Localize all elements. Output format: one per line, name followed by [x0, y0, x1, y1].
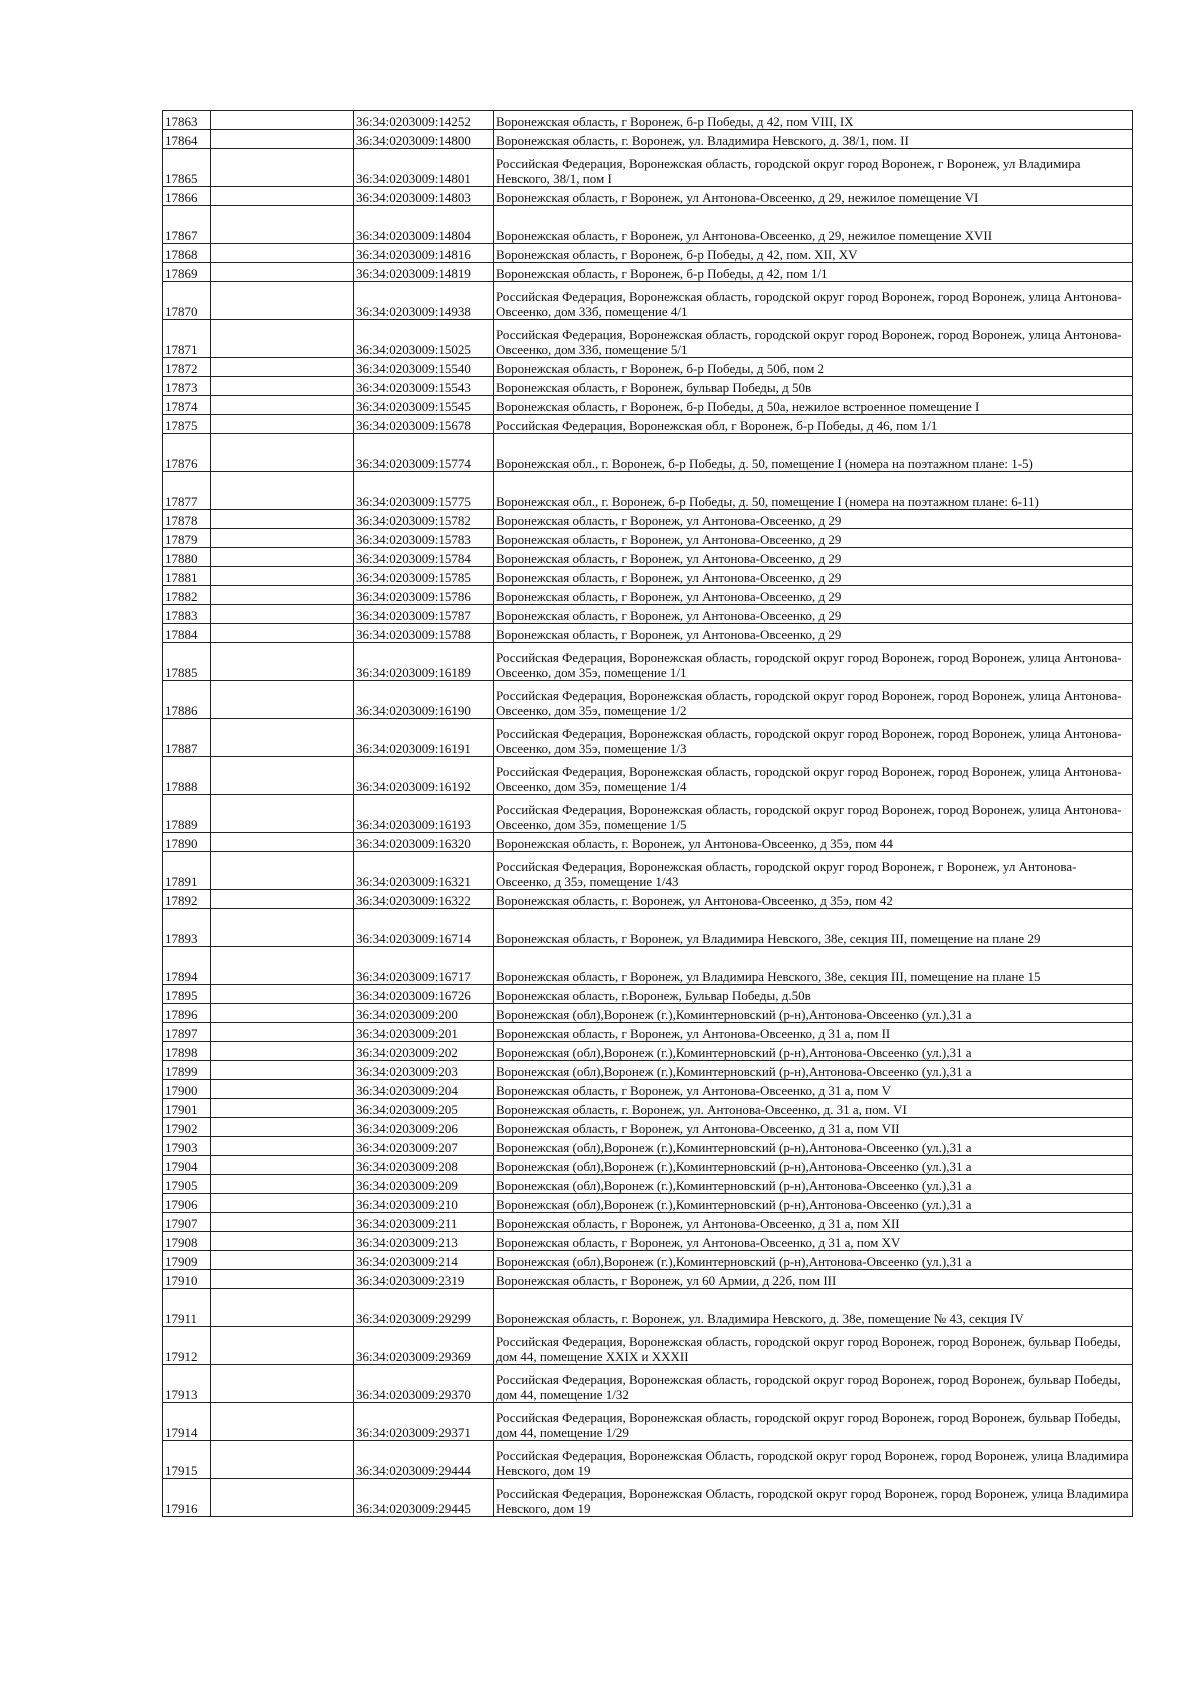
table-row — [163, 833, 1133, 852]
address: Воронежская область, г Воронеж, ул Владимира Невского, 38е, секция III, помещение на плане 29 — [494, 909, 1133, 947]
cadastral-number: 36:34:0203009:2319 — [354, 1270, 494, 1289]
address: Воронежская область, г Воронеж, б-р Победы, д 42, пом. XII, XV — [494, 244, 1133, 263]
cadastral-number: 36:34:0203009:14252 — [354, 111, 494, 130]
row-number: 17886 — [163, 681, 211, 719]
address: Воронежская область, г Воронеж, ул Антонова-Овсеенко, д 31 а, пом II — [494, 1023, 1133, 1042]
row-number: 17895 — [163, 985, 211, 1004]
address: Воронежская (обл),Воронеж (г.),Коминтерновский (р-н),Антонова-Овсеенко (ул.),31 а — [494, 1194, 1133, 1213]
cadastral-number: 36:34:0203009:16320 — [354, 833, 494, 852]
cadastral-table-body — [163, 111, 1133, 1517]
cadastral-number: 36:34:0203009:16322 — [354, 890, 494, 909]
row-number: 17914 — [163, 1403, 211, 1441]
table-row — [163, 1080, 1133, 1099]
address: Воронежская (обл),Воронеж (г.),Коминтерновский (р-н),Антонова-Овсеенко (ул.),31 а — [494, 1004, 1133, 1023]
cadastral-number: 36:34:0203009:16321 — [354, 852, 494, 890]
cadastral-number: 36:34:0203009:29371 — [354, 1403, 494, 1441]
empty-cell — [211, 377, 354, 396]
empty-cell — [211, 1441, 354, 1479]
cadastral-number: 36:34:0203009:15784 — [354, 548, 494, 567]
row-number: 17871 — [163, 320, 211, 358]
cadastral-number: 36:34:0203009:211 — [354, 1213, 494, 1232]
row-number: 17873 — [163, 377, 211, 396]
table-row — [163, 187, 1133, 206]
address: Российская Федерация, Воронежская область, городской округ город Воронеж, город Воронеж, улица Антонова-Овсеенко, дом 35э, помещение 1/1 — [494, 643, 1133, 681]
empty-cell — [211, 1327, 354, 1365]
table-row — [163, 1365, 1133, 1403]
cadastral-number: 36:34:0203009:214 — [354, 1251, 494, 1270]
address: Российская Федерация, Воронежская область, городской округ город Воронеж, г Воронеж, ул Владимира Невского, 38/1, пом I — [494, 149, 1133, 187]
empty-cell — [211, 1004, 354, 1023]
table-row — [163, 605, 1133, 624]
address: Воронежская область, г Воронеж, ул Антонова-Овсеенко, д 29, нежилое помещение VI — [494, 187, 1133, 206]
address: Воронежская область, г Воронеж, ул Антонова-Овсеенко, д 29 — [494, 529, 1133, 548]
row-number: 17894 — [163, 947, 211, 985]
cadastral-number: 36:34:0203009:205 — [354, 1099, 494, 1118]
row-number: 17866 — [163, 187, 211, 206]
table-row — [163, 1270, 1133, 1289]
table-row — [163, 1156, 1133, 1175]
table-row — [163, 1042, 1133, 1061]
table-row — [163, 320, 1133, 358]
cadastral-number: 36:34:0203009:15783 — [354, 529, 494, 548]
row-number: 17915 — [163, 1441, 211, 1479]
row-number: 17898 — [163, 1042, 211, 1061]
row-number: 17887 — [163, 719, 211, 757]
row-number: 17907 — [163, 1213, 211, 1232]
empty-cell — [211, 472, 354, 510]
row-number: 17912 — [163, 1327, 211, 1365]
cadastral-number: 36:34:0203009:14801 — [354, 149, 494, 187]
table-row — [163, 795, 1133, 833]
empty-cell — [211, 548, 354, 567]
row-number: 17870 — [163, 282, 211, 320]
cadastral-number: 36:34:0203009:14819 — [354, 263, 494, 282]
table-row — [163, 149, 1133, 187]
row-number: 17869 — [163, 263, 211, 282]
empty-cell — [211, 1042, 354, 1061]
cadastral-number: 36:34:0203009:16717 — [354, 947, 494, 985]
empty-cell — [211, 320, 354, 358]
cadastral-number: 36:34:0203009:29299 — [354, 1289, 494, 1327]
address: Воронежская область, г.Воронеж, Бульвар Победы, д.50в — [494, 985, 1133, 1004]
row-number: 17901 — [163, 1099, 211, 1118]
cadastral-number: 36:34:0203009:29370 — [354, 1365, 494, 1403]
empty-cell — [211, 130, 354, 149]
row-number: 17916 — [163, 1479, 211, 1517]
table-row — [163, 567, 1133, 586]
empty-cell — [211, 643, 354, 681]
empty-cell — [211, 909, 354, 947]
empty-cell — [211, 1156, 354, 1175]
address: Воронежская (обл),Воронеж (г.),Коминтерновский (р-н),Антонова-Овсеенко (ул.),31 а — [494, 1061, 1133, 1080]
table-row — [163, 434, 1133, 472]
table-row — [163, 909, 1133, 947]
cadastral-number: 36:34:0203009:201 — [354, 1023, 494, 1042]
cadastral-number: 36:34:0203009:15543 — [354, 377, 494, 396]
empty-cell — [211, 947, 354, 985]
row-number: 17905 — [163, 1175, 211, 1194]
cadastral-number: 36:34:0203009:16193 — [354, 795, 494, 833]
cadastral-number: 36:34:0203009:15785 — [354, 567, 494, 586]
table-row — [163, 396, 1133, 415]
row-number: 17880 — [163, 548, 211, 567]
cadastral-number: 36:34:0203009:29369 — [354, 1327, 494, 1365]
empty-cell — [211, 244, 354, 263]
address: Воронежская область, г. Воронеж, ул. Владимира Невского, д. 38/1, пом. II — [494, 130, 1133, 149]
table-row — [163, 263, 1133, 282]
address: Воронежская область, г Воронеж, ул Антонова-Овсеенко, д 29 — [494, 510, 1133, 529]
cadastral-number: 36:34:0203009:200 — [354, 1004, 494, 1023]
row-number: 17864 — [163, 130, 211, 149]
table-row — [163, 244, 1133, 263]
empty-cell — [211, 719, 354, 757]
cadastral-number: 36:34:0203009:213 — [354, 1232, 494, 1251]
table-row — [163, 681, 1133, 719]
empty-cell — [211, 1023, 354, 1042]
address: Воронежская область, г Воронеж, ул Антонова-Овсеенко, д 31 а, пом VII — [494, 1118, 1133, 1137]
cadastral-number: 36:34:0203009:203 — [354, 1061, 494, 1080]
address: Воронежская (обл),Воронеж (г.),Коминтерновский (р-н),Антонова-Овсеенко (ул.),31 а — [494, 1175, 1133, 1194]
address: Российская Федерация, Воронежская Область, городской округ город Воронеж, город Воронеж, улица Владимира Невского, дом 19 — [494, 1441, 1133, 1479]
row-number: 17878 — [163, 510, 211, 529]
table-row — [163, 548, 1133, 567]
empty-cell — [211, 1213, 354, 1232]
cadastral-number: 36:34:0203009:15678 — [354, 415, 494, 434]
cadastral-number: 36:34:0203009:29445 — [354, 1479, 494, 1517]
table-row — [163, 510, 1133, 529]
row-number: 17876 — [163, 434, 211, 472]
row-number: 17904 — [163, 1156, 211, 1175]
row-number: 17892 — [163, 890, 211, 909]
row-number: 17877 — [163, 472, 211, 510]
row-number: 17909 — [163, 1251, 211, 1270]
address: Воронежская область, г Воронеж, ул Антонова-Овсеенко, д 29 — [494, 586, 1133, 605]
address: Воронежская область, г Воронеж, ул Антонова-Овсеенко, д 31 а, пом XII — [494, 1213, 1133, 1232]
cadastral-number: 36:34:0203009:16191 — [354, 719, 494, 757]
cadastral-number: 36:34:0203009:207 — [354, 1137, 494, 1156]
row-number: 17874 — [163, 396, 211, 415]
empty-cell — [211, 586, 354, 605]
table-row — [163, 624, 1133, 643]
cadastral-number: 36:34:0203009:16190 — [354, 681, 494, 719]
address: Воронежская обл., г. Воронеж, б-р Победы, д. 50, помещение I (номера на поэтажном плане: 6-11) — [494, 472, 1133, 510]
row-number: 17896 — [163, 1004, 211, 1023]
table-row — [163, 1213, 1133, 1232]
row-number: 17899 — [163, 1061, 211, 1080]
empty-cell — [211, 282, 354, 320]
cadastral-number: 36:34:0203009:15787 — [354, 605, 494, 624]
empty-cell — [211, 1061, 354, 1080]
table-row — [163, 852, 1133, 890]
empty-cell — [211, 1175, 354, 1194]
empty-cell — [211, 396, 354, 415]
cadastral-number: 36:34:0203009:15788 — [354, 624, 494, 643]
address: Российская Федерация, Воронежская область, городской округ город Воронеж, город Воронеж, улица Антонова-Овсеенко, дом 35э, помещение 1/4 — [494, 757, 1133, 795]
table-row — [163, 1289, 1133, 1327]
row-number: 17911 — [163, 1289, 211, 1327]
empty-cell — [211, 263, 354, 282]
empty-cell — [211, 111, 354, 130]
row-number: 17882 — [163, 586, 211, 605]
empty-cell — [211, 1289, 354, 1327]
cadastral-number: 36:34:0203009:204 — [354, 1080, 494, 1099]
row-number: 17890 — [163, 833, 211, 852]
address: Воронежская область, г Воронеж, ул Антонова-Овсеенко, д 29 — [494, 548, 1133, 567]
row-number: 17903 — [163, 1137, 211, 1156]
address: Воронежская область, г Воронеж, б-р Победы, д 42, пом 1/1 — [494, 263, 1133, 282]
table-row — [163, 985, 1133, 1004]
empty-cell — [211, 510, 354, 529]
cadastral-number: 36:34:0203009:15025 — [354, 320, 494, 358]
table-row — [163, 890, 1133, 909]
address: Российская Федерация, Воронежская область, городской округ город Воронеж, г Воронеж, ул Антонова-Овсеенко, д 35э, помещение 1/43 — [494, 852, 1133, 890]
empty-cell — [211, 187, 354, 206]
table-row — [163, 130, 1133, 149]
empty-cell — [211, 757, 354, 795]
address: Российская Федерация, Воронежская область, городской округ город Воронеж, город Воронеж, улица Антонова-Овсеенко, дом 35э, помещение 1/3 — [494, 719, 1133, 757]
address: Воронежская обл., г. Воронеж, б-р Победы, д. 50, помещение I (номера на поэтажном плане: 1-5) — [494, 434, 1133, 472]
empty-cell — [211, 1232, 354, 1251]
cadastral-number: 36:34:0203009:202 — [354, 1042, 494, 1061]
table-row — [163, 1441, 1133, 1479]
address: Российская Федерация, Воронежская область, городской округ город Воронеж, город Воронеж, улица Антонова-Овсеенко, дом 33б, помещение 5/1 — [494, 320, 1133, 358]
cadastral-number: 36:34:0203009:15775 — [354, 472, 494, 510]
address: Российская Федерация, Воронежская Область, городской округ город Воронеж, город Воронеж, улица Владимира Невского, дом 19 — [494, 1479, 1133, 1517]
row-number: 17881 — [163, 567, 211, 586]
empty-cell — [211, 1270, 354, 1289]
address: Воронежская область, г Воронеж, б-р Победы, д 50б, пом 2 — [494, 358, 1133, 377]
empty-cell — [211, 1194, 354, 1213]
cadastral-number: 36:34:0203009:206 — [354, 1118, 494, 1137]
cadastral-number: 36:34:0203009:210 — [354, 1194, 494, 1213]
table-row — [163, 206, 1133, 244]
empty-cell — [211, 681, 354, 719]
cadastral-number: 36:34:0203009:15786 — [354, 586, 494, 605]
table-row — [163, 1327, 1133, 1365]
row-number: 17910 — [163, 1270, 211, 1289]
cadastral-number: 36:34:0203009:14803 — [354, 187, 494, 206]
address: Воронежская область, г Воронеж, ул Антонова-Овсеенко, д 29, нежилое помещение XVII — [494, 206, 1133, 244]
table-row — [163, 947, 1133, 985]
cadastral-number: 36:34:0203009:15774 — [354, 434, 494, 472]
row-number: 17883 — [163, 605, 211, 624]
address: Воронежская область, г Воронеж, ул 60 Армии, д 22б, пом III — [494, 1270, 1133, 1289]
empty-cell — [211, 1403, 354, 1441]
address: Российская Федерация, Воронежская область, городской округ город Воронеж, город Воронеж, улица Антонова-Овсеенко, дом 35э, помещение 1/2 — [494, 681, 1133, 719]
address: Воронежская (обл),Воронеж (г.),Коминтерновский (р-н),Антонова-Овсеенко (ул.),31 а — [494, 1137, 1133, 1156]
address: Российская Федерация, Воронежская обл, г Воронеж, б-р Победы, д 46, пом 1/1 — [494, 415, 1133, 434]
table-row — [163, 1137, 1133, 1156]
table-row — [163, 643, 1133, 681]
row-number: 17908 — [163, 1232, 211, 1251]
cadastral-number: 36:34:0203009:208 — [354, 1156, 494, 1175]
address: Воронежская область, г. Воронеж, ул Антонова-Овсеенко, д 35э, пом 44 — [494, 833, 1133, 852]
table-row — [163, 415, 1133, 434]
table-row — [163, 1403, 1133, 1441]
row-number: 17885 — [163, 643, 211, 681]
cadastral-number: 36:34:0203009:14800 — [354, 130, 494, 149]
row-number: 17897 — [163, 1023, 211, 1042]
table-row — [163, 1004, 1133, 1023]
row-number: 17888 — [163, 757, 211, 795]
cadastral-number: 36:34:0203009:16714 — [354, 909, 494, 947]
empty-cell — [211, 985, 354, 1004]
table-row — [163, 1194, 1133, 1213]
table-row — [163, 1251, 1133, 1270]
empty-cell — [211, 833, 354, 852]
row-number: 17875 — [163, 415, 211, 434]
address: Воронежская область, г Воронеж, ул Антонова-Овсеенко, д 31 а, пом XV — [494, 1232, 1133, 1251]
address: Воронежская область, г. Воронеж, ул Антонова-Овсеенко, д 35э, пом 42 — [494, 890, 1133, 909]
address: Воронежская область, г Воронеж, бульвар Победы, д 50в — [494, 377, 1133, 396]
table-row — [163, 1023, 1133, 1042]
cadastral-number: 36:34:0203009:16726 — [354, 985, 494, 1004]
empty-cell — [211, 1251, 354, 1270]
row-number: 17913 — [163, 1365, 211, 1403]
cadastral-number: 36:34:0203009:15540 — [354, 358, 494, 377]
cadastral-number: 36:34:0203009:16192 — [354, 757, 494, 795]
address: Российская Федерация, Воронежская область, городской округ город Воронеж, город Воронеж, бульвар Победы, дом 44, помещение 1/32 — [494, 1365, 1133, 1403]
empty-cell — [211, 795, 354, 833]
address: Российская Федерация, Воронежская область, городской округ город Воронеж, город Воронеж, улица Антонова-Овсеенко, дом 35э, помещение 1/5 — [494, 795, 1133, 833]
cadastral-number: 36:34:0203009:14938 — [354, 282, 494, 320]
address: Российская Федерация, Воронежская область, городской округ город Воронеж, город Воронеж, бульвар Победы, дом 44, помещение XXIX и XXXII — [494, 1327, 1133, 1365]
table-row — [163, 1479, 1133, 1517]
address: Воронежская область, г Воронеж, ул Антонова-Овсеенко, д 29 — [494, 567, 1133, 586]
empty-cell — [211, 358, 354, 377]
row-number: 17906 — [163, 1194, 211, 1213]
cadastral-number: 36:34:0203009:15782 — [354, 510, 494, 529]
empty-cell — [211, 434, 354, 472]
table-row — [163, 1118, 1133, 1137]
table-row — [163, 358, 1133, 377]
row-number: 17893 — [163, 909, 211, 947]
address: Воронежская (обл),Воронеж (г.),Коминтерновский (р-н),Антонова-Овсеенко (ул.),31 а — [494, 1156, 1133, 1175]
table-row — [163, 282, 1133, 320]
cadastral-number: 36:34:0203009:29444 — [354, 1441, 494, 1479]
address: Российская Федерация, Воронежская область, городской округ город Воронеж, город Воронеж, улица Антонова-Овсеенко, дом 33б, помещение 4/1 — [494, 282, 1133, 320]
address: Воронежская область, г. Воронеж, ул. Владимира Невского, д. 38е, помещение № 43, секция IV — [494, 1289, 1133, 1327]
address: Воронежская область, г Воронеж, б-р Победы, д 50а, нежилое встроенное помещение I — [494, 396, 1133, 415]
empty-cell — [211, 415, 354, 434]
table-row — [163, 377, 1133, 396]
cadastral-number: 36:34:0203009:14816 — [354, 244, 494, 263]
empty-cell — [211, 1080, 354, 1099]
empty-cell — [211, 206, 354, 244]
address: Воронежская область, г Воронеж, б-р Победы, д 42, пом VIII, IX — [494, 111, 1133, 130]
table-row — [163, 472, 1133, 510]
empty-cell — [211, 529, 354, 548]
empty-cell — [211, 624, 354, 643]
table-row — [163, 1061, 1133, 1080]
address: Воронежская область, г. Воронеж, ул. Антонова-Овсеенко, д. 31 а, пом. VI — [494, 1099, 1133, 1118]
row-number: 17891 — [163, 852, 211, 890]
table-row — [163, 1099, 1133, 1118]
empty-cell — [211, 1118, 354, 1137]
row-number: 17863 — [163, 111, 211, 130]
empty-cell — [211, 1365, 354, 1403]
address: Воронежская (обл),Воронеж (г.),Коминтерновский (р-н),Антонова-Овсеенко (ул.),31 а — [494, 1251, 1133, 1270]
cadastral-number: 36:34:0203009:14804 — [354, 206, 494, 244]
row-number: 17867 — [163, 206, 211, 244]
address: Воронежская область, г Воронеж, ул Владимира Невского, 38е, секция III, помещение на плане 15 — [494, 947, 1133, 985]
empty-cell — [211, 890, 354, 909]
row-number: 17879 — [163, 529, 211, 548]
empty-cell — [211, 1479, 354, 1517]
empty-cell — [211, 852, 354, 890]
table-row — [163, 719, 1133, 757]
row-number: 17868 — [163, 244, 211, 263]
table-row — [163, 529, 1133, 548]
row-number: 17884 — [163, 624, 211, 643]
row-number: 17865 — [163, 149, 211, 187]
row-number: 17900 — [163, 1080, 211, 1099]
address: Российская Федерация, Воронежская область, городской округ город Воронеж, город Воронеж, бульвар Победы, дом 44, помещение 1/29 — [494, 1403, 1133, 1441]
table-row — [163, 757, 1133, 795]
empty-cell — [211, 567, 354, 586]
address: Воронежская (обл),Воронеж (г.),Коминтерновский (р-н),Антонова-Овсеенко (ул.),31 а — [494, 1042, 1133, 1061]
row-number: 17872 — [163, 358, 211, 377]
empty-cell — [211, 1099, 354, 1118]
row-number: 17889 — [163, 795, 211, 833]
cadastral-number: 36:34:0203009:209 — [354, 1175, 494, 1194]
cadastral-number: 36:34:0203009:16189 — [354, 643, 494, 681]
empty-cell — [211, 605, 354, 624]
table-row — [163, 586, 1133, 605]
cadastral-table — [162, 110, 1133, 1517]
empty-cell — [211, 149, 354, 187]
address: Воронежская область, г Воронеж, ул Антонова-Овсеенко, д 29 — [494, 624, 1133, 643]
table-row — [163, 111, 1133, 130]
address: Воронежская область, г Воронеж, ул Антонова-Овсеенко, д 29 — [494, 605, 1133, 624]
row-number: 17902 — [163, 1118, 211, 1137]
cadastral-number: 36:34:0203009:15545 — [354, 396, 494, 415]
empty-cell — [211, 1137, 354, 1156]
table-row — [163, 1175, 1133, 1194]
table-row — [163, 1232, 1133, 1251]
address: Воронежская область, г Воронеж, ул Антонова-Овсеенко, д 31 а, пом V — [494, 1080, 1133, 1099]
